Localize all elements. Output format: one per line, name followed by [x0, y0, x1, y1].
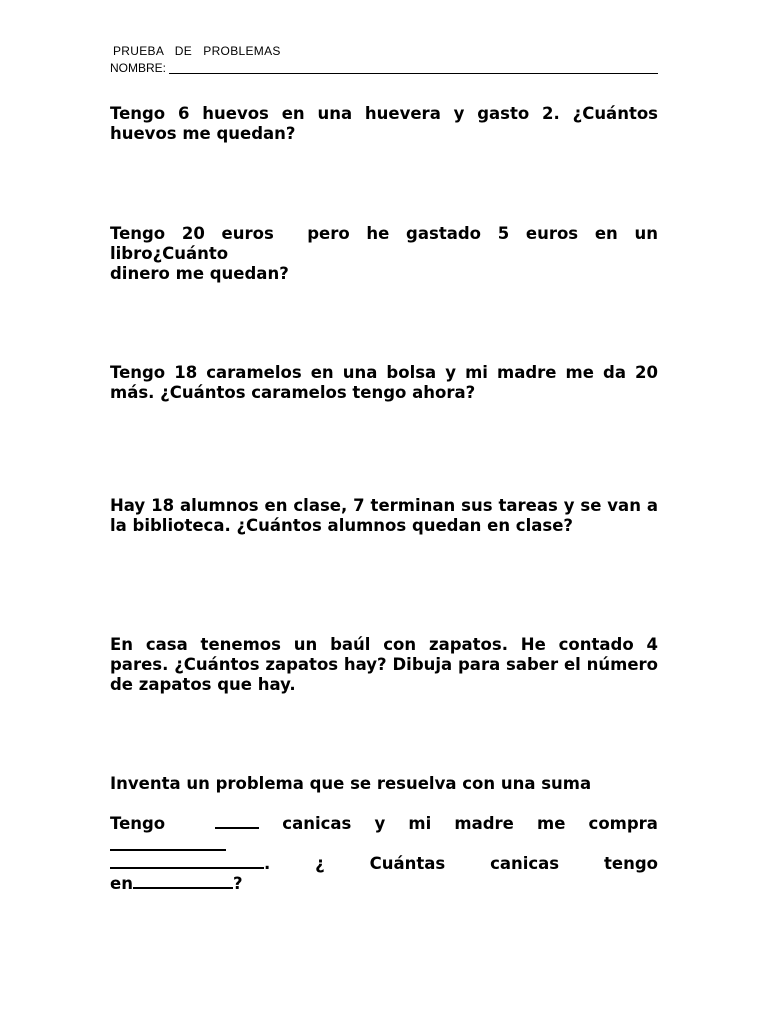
- invent-word-compra: compra: [588, 814, 658, 833]
- invent-line-2: [110, 833, 658, 853]
- problem-1: Tengo 6 huevos en una huevera y gasto 2. ¿Cuántos huevos me quedan?: [110, 104, 658, 143]
- worksheet-page: [110, 0, 658, 1024]
- invent-question-close: ?: [232, 874, 243, 893]
- problem-2-line-1: Tengo 20 euros pero he gastado 5 euros en un: [110, 224, 658, 243]
- invent-word-y: y: [374, 814, 386, 833]
- invent-word-madre: madre: [454, 814, 514, 833]
- page-title: PRUEBA DE PROBLEMAS: [113, 44, 281, 58]
- name-field: [110, 61, 658, 76]
- invent-word-canicas-2: canicas: [490, 854, 560, 873]
- invent-template: [110, 813, 658, 893]
- problem-3: Tengo 18 caramelos en una bolsa y mi madre me da 20 más. ¿Cuántos caramelos tengo ahora?: [110, 363, 658, 402]
- invent-word-tengo: Tengo: [110, 814, 166, 833]
- problem-2-line-3: dinero me quedan?: [110, 264, 289, 283]
- invent-question-open: ¿: [315, 854, 325, 873]
- invent-heading: Inventa un problema que se resuelva con una suma: [110, 774, 592, 793]
- blank-quantity-2[interactable]: [110, 835, 226, 851]
- invent-word-me: me: [537, 814, 566, 833]
- invent-line-4: [110, 873, 658, 893]
- invent-word-tengo-2: tengo: [604, 854, 658, 873]
- invent-word-cuantas: Cuántas: [369, 854, 446, 873]
- invent-word-mi: mi: [408, 814, 432, 833]
- problem-2-line-2: libro¿Cuánto: [110, 244, 229, 263]
- invent-period: .: [264, 854, 271, 873]
- invent-line-3: [110, 853, 658, 873]
- problem-2: [110, 224, 658, 284]
- name-label: NOMBRE:: [110, 61, 167, 75]
- invent-word-en: en: [110, 874, 133, 893]
- blank-time[interactable]: [133, 873, 233, 889]
- problem-4: Hay 18 alumnos en clase, 7 terminan sus tareas y se van a la biblioteca. ¿Cuántos alumnos quedan en clase?: [110, 496, 658, 535]
- blank-quantity-3[interactable]: [110, 853, 264, 869]
- name-input-line[interactable]: [169, 61, 658, 74]
- blank-quantity-1[interactable]: [215, 813, 259, 829]
- problem-5: En casa tenemos un baúl con zapatos. He contado 4 pares. ¿Cuántos zapatos hay? Dibuja para saber el número de zapatos que hay.: [110, 635, 658, 694]
- invent-line-1: [110, 813, 658, 833]
- invent-word-canicas: canicas: [282, 814, 352, 833]
